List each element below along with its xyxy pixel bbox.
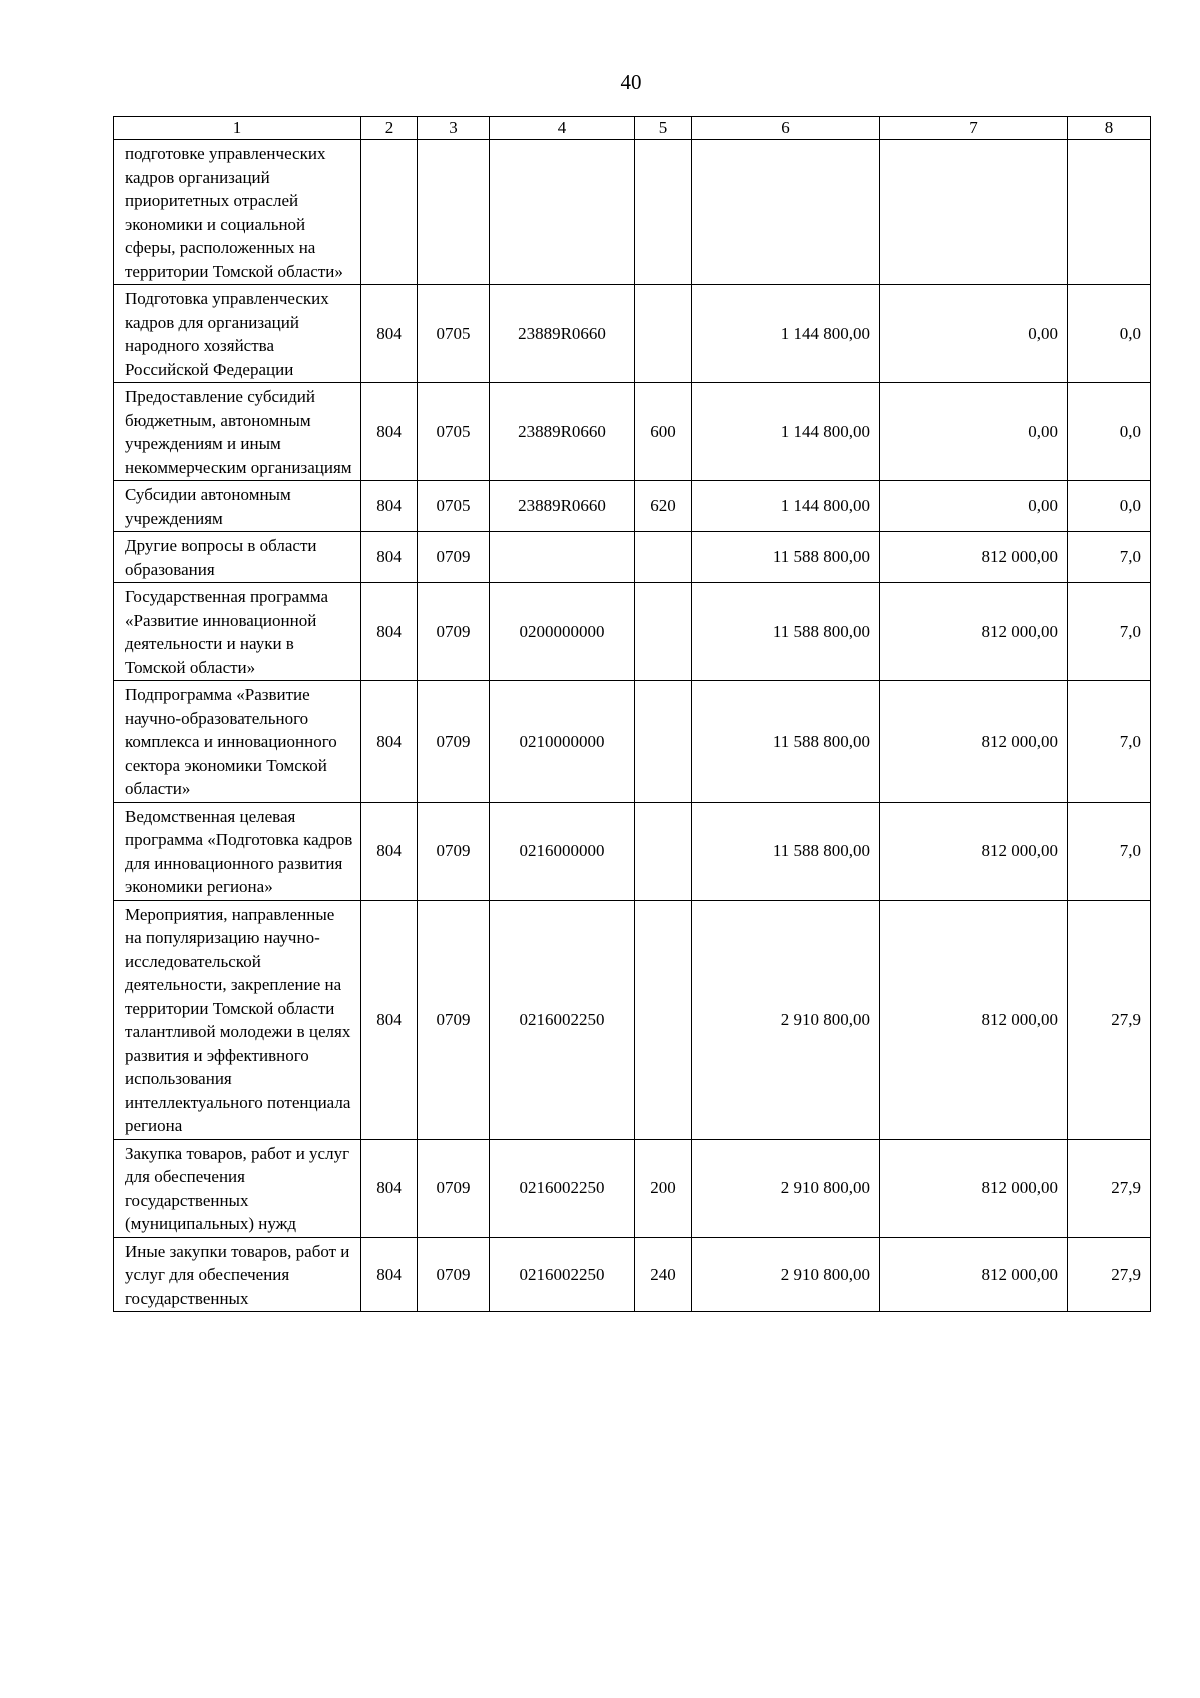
percent-cell: 7,0 [1068, 681, 1151, 803]
section-cell: 0705 [418, 285, 490, 383]
plan-amount-cell: 1 144 800,00 [692, 481, 880, 532]
plan-amount-cell [692, 140, 880, 285]
header-col-5: 5 [635, 117, 692, 140]
executed-amount-cell: 0,00 [880, 481, 1068, 532]
executed-amount-cell: 812 000,00 [880, 1237, 1068, 1312]
plan-amount-cell: 11 588 800,00 [692, 583, 880, 681]
row-name-cell: Субсидии автономным учреждениям [114, 481, 361, 532]
executed-amount-cell [880, 140, 1068, 285]
row-name-cell: Подпрограмма «Развитие научно-образовательного комплекса и инновационного сектора экономики Томской области» [114, 681, 361, 803]
table-row [114, 1139, 1151, 1237]
expense-type-cell [635, 285, 692, 383]
percent-cell: 27,9 [1068, 900, 1151, 1139]
row-name-cell: Иные закупки товаров, работ и услуг для обеспечения государственных [114, 1237, 361, 1312]
section-cell [418, 140, 490, 285]
section-cell: 0705 [418, 481, 490, 532]
expense-type-cell: 200 [635, 1139, 692, 1237]
row-name-cell: Мероприятия, направленные на популяризацию научно-исследовательской деятельности, закрепление на территории Томской области талантливой молодежи в целях развития и эффективного использования интеллектуального потенциала региона [114, 900, 361, 1139]
executed-amount-cell: 812 000,00 [880, 900, 1068, 1139]
grbs-cell: 804 [361, 383, 418, 481]
target-code-cell: 0200000000 [490, 583, 635, 681]
plan-amount-cell: 2 910 800,00 [692, 1139, 880, 1237]
executed-amount-cell: 812 000,00 [880, 1139, 1068, 1237]
executed-amount-cell: 0,00 [880, 285, 1068, 383]
section-cell: 0709 [418, 1139, 490, 1237]
executed-amount-cell: 812 000,00 [880, 583, 1068, 681]
expense-type-cell: 240 [635, 1237, 692, 1312]
grbs-cell: 804 [361, 481, 418, 532]
row-name-cell: подготовке управленческих кадров организаций приоритетных отраслей экономики и социальной сферы, расположенных на территории Томской области» [114, 140, 361, 285]
percent-cell: 27,9 [1068, 1139, 1151, 1237]
grbs-cell: 804 [361, 1237, 418, 1312]
table-row [114, 583, 1151, 681]
target-code-cell: 0216002250 [490, 1237, 635, 1312]
plan-amount-cell: 11 588 800,00 [692, 802, 880, 900]
percent-cell: 7,0 [1068, 583, 1151, 681]
table-row [114, 1237, 1151, 1312]
section-cell: 0709 [418, 681, 490, 803]
target-code-cell [490, 532, 635, 583]
table-row [114, 383, 1151, 481]
percent-cell: 7,0 [1068, 802, 1151, 900]
section-cell: 0709 [418, 900, 490, 1139]
expense-type-cell [635, 681, 692, 803]
section-cell: 0709 [418, 1237, 490, 1312]
row-name-cell: Подготовка управленческих кадров для организаций народного хозяйства Российской Федерации [114, 285, 361, 383]
percent-cell [1068, 140, 1151, 285]
grbs-cell: 804 [361, 285, 418, 383]
target-code-cell: 0216000000 [490, 802, 635, 900]
grbs-cell: 804 [361, 681, 418, 803]
target-code-cell: 0216002250 [490, 1139, 635, 1237]
expense-type-cell: 600 [635, 383, 692, 481]
expense-type-cell: 620 [635, 481, 692, 532]
percent-cell: 0,0 [1068, 481, 1151, 532]
plan-amount-cell: 11 588 800,00 [692, 681, 880, 803]
row-name-cell: Государственная программа «Развитие инновационной деятельности и науки в Томской области» [114, 583, 361, 681]
grbs-cell: 804 [361, 900, 418, 1139]
target-code-cell: 23889R0660 [490, 285, 635, 383]
table-row [114, 481, 1151, 532]
grbs-cell: 804 [361, 1139, 418, 1237]
executed-amount-cell: 812 000,00 [880, 532, 1068, 583]
row-name-cell: Предоставление субсидий бюджетным, автономным учреждениям и иным некоммерческим организациям [114, 383, 361, 481]
row-name-cell: Другие вопросы в области образования [114, 532, 361, 583]
percent-cell: 27,9 [1068, 1237, 1151, 1312]
row-name-cell: Ведомственная целевая программа «Подготовка кадров для инновационного развития экономики региона» [114, 802, 361, 900]
grbs-cell [361, 140, 418, 285]
page-number: 40 [620, 70, 642, 94]
table-row [114, 140, 1151, 285]
budget-table [113, 116, 1151, 1312]
executed-amount-cell: 0,00 [880, 383, 1068, 481]
expense-type-cell [635, 583, 692, 681]
plan-amount-cell: 1 144 800,00 [692, 285, 880, 383]
percent-cell: 7,0 [1068, 532, 1151, 583]
plan-amount-cell: 2 910 800,00 [692, 1237, 880, 1312]
header-col-6: 6 [692, 117, 880, 140]
expense-type-cell [635, 802, 692, 900]
header-col-1: 1 [114, 117, 361, 140]
plan-amount-cell: 2 910 800,00 [692, 900, 880, 1139]
grbs-cell: 804 [361, 583, 418, 681]
table-header-row [114, 117, 1151, 140]
header-col-7: 7 [880, 117, 1068, 140]
executed-amount-cell: 812 000,00 [880, 681, 1068, 803]
target-code-cell: 23889R0660 [490, 481, 635, 532]
grbs-cell: 804 [361, 802, 418, 900]
plan-amount-cell: 1 144 800,00 [692, 383, 880, 481]
row-name-cell: Закупка товаров, работ и услуг для обеспечения государственных (муниципальных) нужд [114, 1139, 361, 1237]
section-cell: 0709 [418, 532, 490, 583]
expense-type-cell [635, 140, 692, 285]
target-code-cell: 0216002250 [490, 900, 635, 1139]
table-row [114, 285, 1151, 383]
target-code-cell: 0210000000 [490, 681, 635, 803]
table-row [114, 900, 1151, 1139]
plan-amount-cell: 11 588 800,00 [692, 532, 880, 583]
section-cell: 0705 [418, 383, 490, 481]
executed-amount-cell: 812 000,00 [880, 802, 1068, 900]
section-cell: 0709 [418, 802, 490, 900]
header-col-4: 4 [490, 117, 635, 140]
table-row [114, 532, 1151, 583]
percent-cell: 0,0 [1068, 383, 1151, 481]
table-row [114, 681, 1151, 803]
header-col-8: 8 [1068, 117, 1151, 140]
grbs-cell: 804 [361, 532, 418, 583]
expense-type-cell [635, 532, 692, 583]
expense-type-cell [635, 900, 692, 1139]
section-cell: 0709 [418, 583, 490, 681]
target-code-cell [490, 140, 635, 285]
percent-cell: 0,0 [1068, 285, 1151, 383]
header-col-2: 2 [361, 117, 418, 140]
table-row [114, 802, 1151, 900]
target-code-cell: 23889R0660 [490, 383, 635, 481]
header-col-3: 3 [418, 117, 490, 140]
